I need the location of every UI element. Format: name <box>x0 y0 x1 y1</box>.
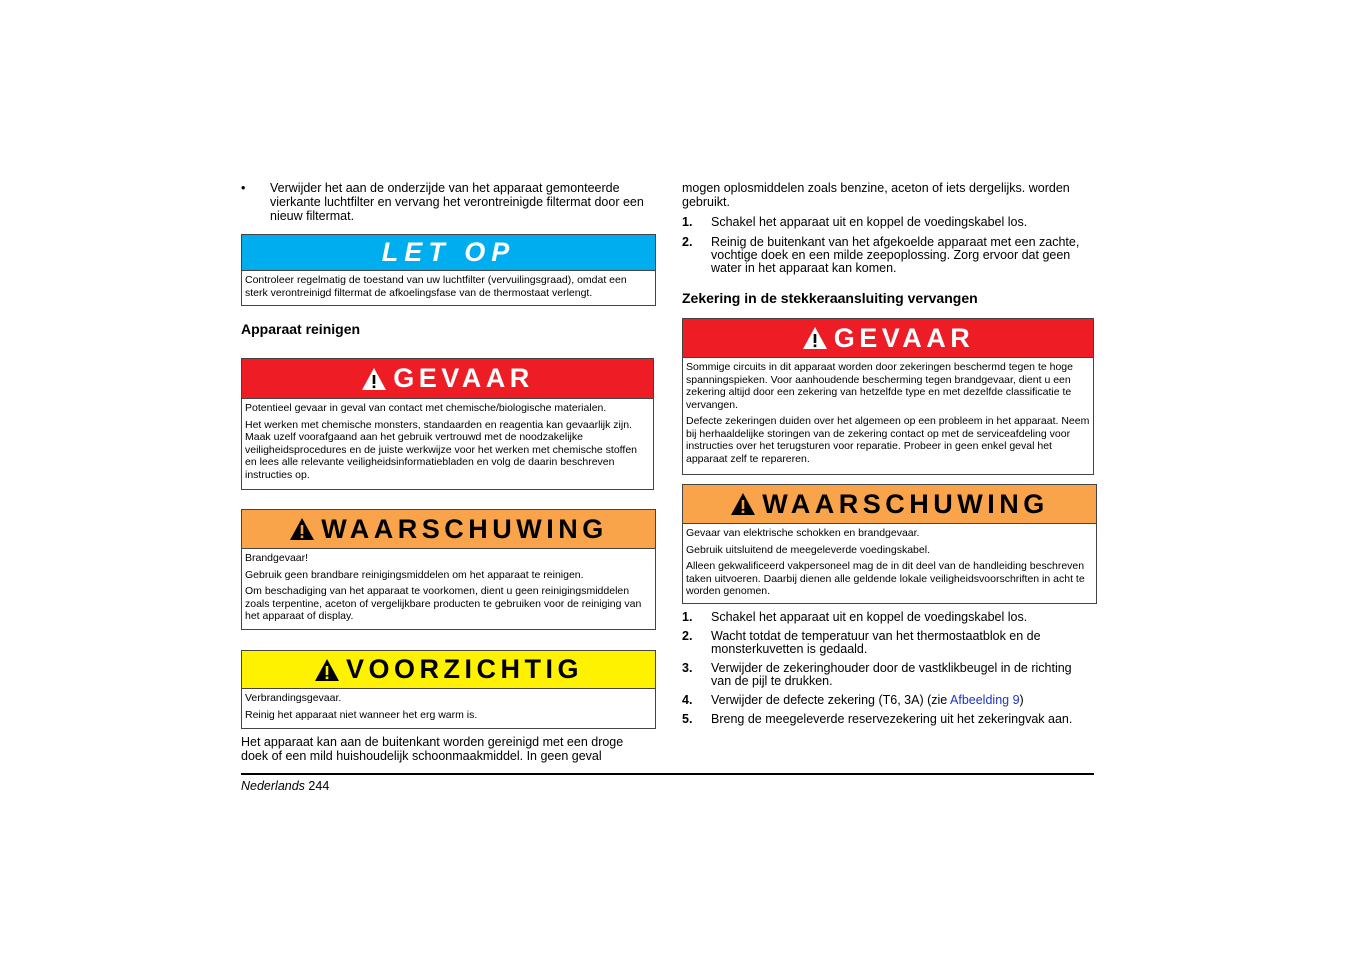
footer-page-number: 244 <box>308 779 330 793</box>
step-number: 5. <box>682 712 693 726</box>
step-number: 2. <box>682 235 693 249</box>
step-text: Wacht totdat de temperatuur van het thermostaatblok en de monsterkuvetten is gedaald. <box>711 629 1041 656</box>
danger-box-right <box>682 318 1094 475</box>
warning-title-left: WAARSCHUWING <box>321 513 608 544</box>
notice-title: LET OP <box>242 235 655 271</box>
step-text-before-link: Verwijder de defecte zekering (T6, 3A) (zie <box>711 693 951 707</box>
step-number: 1. <box>682 610 693 624</box>
section-title-cleaning: Apparaat reinigen <box>241 321 361 337</box>
step-number: 3. <box>682 661 693 675</box>
bullet-marker: • <box>241 181 246 195</box>
warning-triangle-icon <box>289 517 315 541</box>
danger-box-left <box>241 358 654 490</box>
warning-triangle-icon <box>361 367 387 391</box>
caution-line: Reinig het apparaat niet wanneer het erg warm is. <box>245 708 478 721</box>
warning-line: Alleen gekwalificeerd vakpersoneel mag de in dit deel van de handleiding beschreven taken uitvoeren. Daarbij dienen alle geldende lokale veiligheidsvoorschriften in acht te worden genomen. <box>686 560 1085 597</box>
list-item <box>682 630 1094 656</box>
warning-triangle-icon <box>802 326 828 350</box>
danger-line: Defecte zekeringen duiden over het algemeen op een probleem in het apparaat. Neem bij herhaaldelijke storingen van de zekering contact op met de serviceafdeling voor instructies over het terugsturen voor reparatie. Probeer in geen enkel geval het apparaat zelf te repareren. <box>686 415 1090 465</box>
page-footer <box>241 779 329 793</box>
list-item <box>682 713 1094 726</box>
warning-triangle-icon <box>314 658 340 682</box>
warning-triangle-icon <box>730 492 756 516</box>
steps-cleaning <box>682 216 1092 275</box>
step-text: Reinig de buitenkant van het afgekoelde apparaat met een zachte, vochtige doek en een milde zeepoplossing. Zorg ervoor dat geen water in het apparaat kan komen. <box>711 235 1080 275</box>
cleaning-paragraph: Het apparaat kan aan de buitenkant worden gereinigd met een droge doek of een mild huishoudelijk schoonmaakmiddel. In geen geval <box>241 735 624 763</box>
warning-line: Gebruik uitsluitend de meegeleverde voedingskabel. <box>686 543 930 556</box>
step-text: Schakel het apparaat uit en koppel de voedingskabel los. <box>711 610 1028 624</box>
footer-language: Nederlands <box>241 779 305 793</box>
notice-line: Controleer regelmatig de toestand van uw luchtfilter (vervuilingsgraad), omdat een sterk verontreinigd filtermat de afkoelingsfase van de thermostaat verlengt. <box>245 274 627 299</box>
warning-line: Gebruik geen brandbare reinigingsmiddelen om het apparaat te reinigen. <box>245 568 584 581</box>
section-title-fuse: Zekering in de stekkeraansluiting vervangen <box>682 290 978 306</box>
list-item <box>682 662 1094 688</box>
warning-title-right: WAARSCHUWING <box>762 488 1049 519</box>
step-text: Verwijder de zekeringhouder door de vastklikbeugel in de richting van de pijl te drukken. <box>711 661 1072 688</box>
notice-box <box>241 234 656 306</box>
warning-box-left <box>241 509 656 630</box>
list-item <box>682 694 1094 707</box>
danger-line: Potentieel gevaar in geval van contact met chemische/biologische materialen. <box>245 402 607 414</box>
danger-line: Sommige circuits in dit apparaat worden door zekeringen beschermd tegen te hoge spanningspieken. Voor aanhoudende bescherming tegen brandgevaar, dient u een zekering altijd door een zekering van hetzelfde type en met dezelfde classificatie te vervangen. <box>686 361 1073 411</box>
step-text-after-link: ) <box>1019 693 1024 707</box>
footer-rule <box>241 773 1094 775</box>
danger-line: Het werken met chemische monsters, standaarden en reagentia kan gevaarlijk zijn. Maak uzelf voorafgaand aan het gebruik vertrouwd met de noodzakelijke veiligheidsprocedures en de juiste werkwijze voor het werken met chemische stoffen en lees alle relevante veiligheidsinformatiebladen en volg de daarin beschreven instructies op. <box>245 418 638 481</box>
warning-line: Gevaar van elektrische schokken en brandgevaar. <box>686 527 920 539</box>
list-item <box>682 216 1092 229</box>
caution-line: Verbrandingsgevaar. <box>245 692 342 704</box>
bullet-text: Verwijder het aan de onderzijde van het apparaat gemonteerde vierkante luchtfilter en vervang het verontreinigde filtermat door een nieuw filtermat. <box>270 181 644 223</box>
caution-title: VOORZICHTIG <box>346 654 583 684</box>
step-number: 4. <box>682 693 693 707</box>
warning-line: Brandgevaar! <box>245 552 309 564</box>
step-number: 1. <box>682 215 693 229</box>
steps-fuse <box>682 611 1094 726</box>
danger-title-right: GEVAAR <box>833 322 975 353</box>
step-text: Breng de meegeleverde reservezekering uit het zekeringvak aan. <box>711 712 1073 726</box>
caution-box <box>241 650 656 729</box>
warning-box-right <box>682 484 1097 604</box>
list-item <box>682 236 1092 275</box>
list-item <box>682 611 1094 624</box>
figure-link[interactable]: Afbeelding 9 <box>950 693 1020 707</box>
warning-line: Om beschadiging van het apparaat te voorkomen, dient u geen reinigingsmiddelen zoals terpentine, aceton of vergelijkbare producten te gebruiken voor de reiniging van het apparaat of display. <box>245 585 642 622</box>
step-text: Schakel het apparaat uit en koppel de voedingskabel los. <box>711 215 1028 229</box>
continued-paragraph: mogen oplosmiddelen zoals benzine, aceton of iets dergelijks. worden gebruikt. <box>682 181 1070 209</box>
step-number: 2. <box>682 629 693 643</box>
danger-title-left: GEVAAR <box>393 363 534 393</box>
